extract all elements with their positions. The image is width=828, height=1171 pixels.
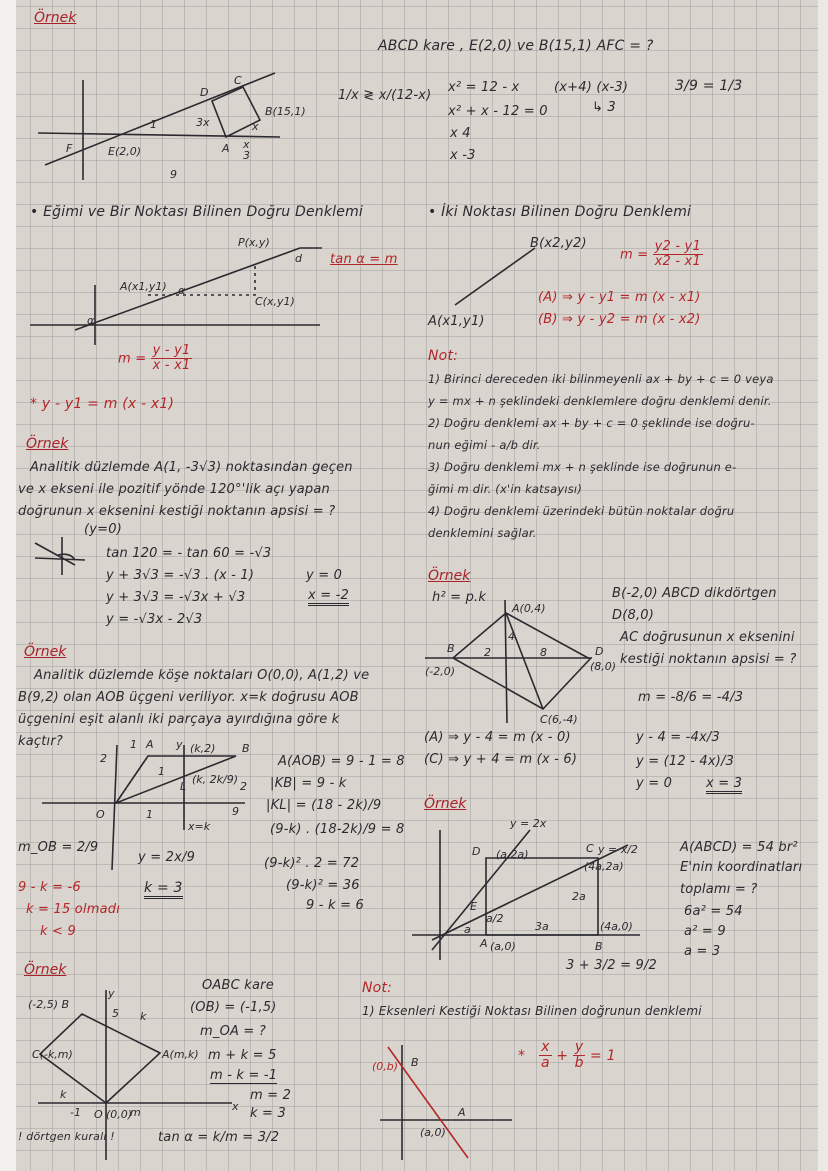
ex1-calc: x² = 12 - x: [448, 80, 520, 95]
svg-text:O: O: [94, 1108, 103, 1121]
svg-text:2a: 2a: [572, 890, 586, 903]
ex4-side: 9 - k = -6: [18, 880, 81, 895]
svg-text:m: m: [130, 1106, 141, 1119]
svg-text:(k,2): (k,2): [190, 742, 216, 755]
note-intercept-line: 1) Eksenleri Kestiği Noktası Bilinen doğrunun denklemi: [362, 1004, 702, 1018]
ex5-text: a² = 9: [684, 924, 726, 939]
ex2-problem-line: ve x ekseni ile pozitif yönde 120°'lik açı yapan: [18, 482, 330, 497]
ex2-step: y + 3√3 = -√3x + √3: [106, 590, 246, 605]
note-line: ğimi m dir. (x'in katsayısı): [428, 482, 583, 496]
ex1-answer: 3/9 = 1/3: [675, 78, 743, 94]
example-heading: Örnek: [24, 644, 67, 660]
svg-text:A: A: [480, 937, 488, 950]
slope-numerator: y - y1: [152, 343, 191, 358]
ex2-side: y = 0: [306, 568, 343, 583]
ex1-calc: x -3: [450, 148, 476, 163]
ex3-slope: m = -8/6 = -4/3: [638, 690, 744, 705]
svg-text:(4a,2a): (4a,2a): [584, 860, 624, 873]
note-line: 4) Doğru denklemi üzerindeki bütün noktalar doğru: [428, 504, 735, 518]
svg-text:9: 9: [232, 805, 239, 818]
ex4-calc: |KL| = (18 - 2k)/9: [266, 798, 382, 813]
svg-text:B(15,1): B(15,1): [265, 105, 306, 118]
svg-text:(-2,0): (-2,0): [425, 665, 456, 678]
svg-text:x: x: [252, 120, 259, 133]
example-heading: Örnek: [26, 436, 69, 452]
svg-text:A(x1,y1): A(x1,y1): [120, 280, 167, 293]
formula-y: y: [574, 1039, 584, 1055]
ex4-problem-line: kaçtır?: [18, 734, 63, 749]
ex3-eq: (C) ⇒ y + 4 = m (x - 6): [424, 752, 578, 767]
svg-text:(0,b): (0,b): [372, 1060, 399, 1073]
ex3-given: h² = p.k: [432, 590, 487, 605]
ex1-factor: (x+4) (x-3): [554, 80, 629, 95]
tan-formula: tan α = m: [330, 252, 398, 267]
ex3-result: y - 4 = -4x/3: [636, 730, 720, 745]
ex4-problem-line: Analitik düzlemde köşe noktaları O(0,0), A(1,2) ve: [34, 668, 370, 683]
ex4-calc: 9 - k = 6: [306, 898, 364, 913]
svg-text:E(2,0): E(2,0): [108, 145, 142, 158]
svg-text:y = x/2: y = x/2: [598, 843, 638, 856]
ex3-result: y = 0: [636, 776, 673, 791]
svg-text:C: C: [586, 842, 594, 855]
intercept-formula: * $\frac{x}{a}$ + $\frac{y}{b}$ = 1: [518, 1039, 616, 1072]
ex6-tan: tan α = k/m = 3/2: [158, 1130, 280, 1145]
svg-text:α: α: [87, 314, 95, 327]
point-b-label: B(x2,y2): [530, 236, 587, 251]
svg-text:(a,2a): (a,2a): [496, 848, 529, 861]
svg-text:D: D: [472, 845, 481, 858]
svg-text:2: 2: [484, 646, 491, 659]
ex1-proportion: 1/x ≷ x/(12-x): [338, 88, 432, 103]
ex6-text: m_OA = ?: [200, 1024, 266, 1039]
ex2-problem-line: doğrunun x eksenini kestiği noktanın apsisi = ?: [18, 504, 336, 519]
svg-text:A(m,k): A(m,k): [162, 1048, 199, 1061]
svg-text:a/2: a/2: [486, 912, 504, 925]
svg-text:3a: 3a: [535, 920, 549, 933]
ex6-text: k = 3: [250, 1106, 286, 1121]
ex6-text: OABC kare: [202, 978, 274, 993]
ex3-result: y = (12 - 4x)/3: [636, 754, 735, 769]
formula-equals: = 1: [590, 1047, 616, 1064]
svg-text:(a,0): (a,0): [420, 1126, 446, 1139]
formula-x: x: [541, 1039, 550, 1055]
ex4-side: k = 15 olmadı: [26, 902, 121, 917]
slope-denominator: x - x1: [152, 358, 191, 374]
svg-text:(8,0): (8,0): [590, 660, 617, 673]
svg-text:(4a,0): (4a,0): [600, 920, 633, 933]
ex4-calc: A(AOB) = 9 - 1 = 8: [278, 754, 405, 769]
ex6-text: m - k = -1: [210, 1068, 278, 1083]
svg-text:3: 3: [243, 149, 250, 162]
svg-text:(k, 2k/9): (k, 2k/9): [192, 773, 239, 786]
slope-numerator: y2 - y1: [654, 239, 701, 254]
ex4-slope: m_OB = 2/9: [18, 840, 99, 855]
svg-text:O: O: [96, 808, 105, 821]
ex2-problem-line: Analitik düzlemde A(1, -3√3) noktasından geçen: [30, 460, 353, 475]
example-heading: Örnek: [424, 796, 467, 812]
svg-text:B: B: [411, 1056, 419, 1069]
ex1-calc: x 4: [450, 126, 471, 141]
section-title-point-slope: • Eğimi ve Bir Noktası Bilinen Doğru Denklemi: [30, 204, 364, 220]
ex5-text: a = 3: [684, 944, 721, 959]
svg-text:P(x,y): P(x,y): [238, 236, 270, 249]
svg-text:x=k: x=k: [188, 820, 211, 833]
svg-text:k: k: [60, 1088, 67, 1101]
ex3-given: AC doğrusunun x eksenini: [620, 630, 795, 645]
svg-text:-1: -1: [70, 1106, 81, 1119]
svg-text:α: α: [178, 284, 186, 297]
ex3-given: B(-2,0) ABCD dikdörtgen: [612, 586, 777, 601]
svg-text:(a,0): (a,0): [490, 940, 516, 953]
note-line: denklemini sağlar.: [428, 526, 537, 540]
svg-text:D: D: [595, 645, 604, 658]
ex4-calc: (9-k) . (18-2k)/9 = 8: [270, 822, 405, 837]
svg-text:2: 2: [100, 752, 107, 765]
svg-text:x: x: [232, 1100, 239, 1113]
ex5-text: E'nin koordinatları: [680, 860, 803, 875]
ex2-answer: x = -2: [308, 588, 349, 606]
svg-text:y: y: [176, 738, 183, 751]
ex4-calc: |KB| = 9 - k: [270, 776, 347, 791]
two-point-eq-b: (B) ⇒ y - y2 = m (x - x2): [538, 312, 701, 327]
ex6-rule-note: ! dörtgen kuralı !: [18, 1130, 115, 1143]
ex5-text: A(ABCD) = 54 br²: [680, 840, 798, 855]
ex1-root: ↳ 3: [592, 100, 616, 115]
svg-text:1: 1: [146, 808, 153, 821]
svg-text:(0,0): (0,0): [106, 1108, 133, 1121]
formula-a: a: [541, 1055, 550, 1072]
svg-text:4: 4: [508, 630, 515, 643]
ex2-step: y + 3√3 = -√3 . (x - 1): [106, 568, 255, 583]
example-heading: Örnek: [34, 10, 77, 26]
svg-text:A(0,4): A(0,4): [512, 602, 546, 615]
svg-text:a: a: [464, 923, 471, 936]
svg-text:A: A: [146, 738, 154, 751]
ex6-text: m = 2: [250, 1088, 292, 1103]
svg-text:y: y: [108, 987, 115, 1000]
ex1-calc: x² + x - 12 = 0: [448, 104, 548, 119]
svg-text:x: x: [243, 138, 250, 151]
ex3-answer: x = 3: [706, 776, 742, 794]
ex4-line-eq: y = 2x/9: [138, 850, 196, 865]
svg-text:1: 1: [130, 738, 137, 751]
svg-text:C(x,y1): C(x,y1): [255, 295, 295, 308]
svg-text:5: 5: [112, 1007, 119, 1020]
svg-text:E: E: [470, 900, 477, 913]
ex3-given: kestiği noktanın apsisi = ?: [620, 652, 797, 667]
ex4-problem-line: üçgenini eşit alanlı iki parçaya ayırdığına göre k: [18, 712, 340, 727]
ex6-text: (OB) = (-1,5): [190, 1000, 277, 1015]
two-point-eq-a: (A) ⇒ y - y1 = m (x - x1): [538, 290, 701, 305]
svg-text:F: F: [66, 142, 73, 155]
ex3-eq: (A) ⇒ y - 4 = m (x - 0): [424, 730, 571, 745]
ex2-step: y = -√3x - 2√3: [106, 612, 203, 627]
svg-text:3x: 3x: [196, 116, 210, 129]
note-line: nun eğimi - a/b dir.: [428, 438, 541, 452]
svg-text:C(-k,m): C(-k,m): [32, 1048, 73, 1061]
star-icon: *: [518, 1047, 526, 1064]
ex5-text: toplamı = ?: [680, 882, 758, 897]
svg-text:k: k: [140, 1010, 147, 1023]
svg-text:9: 9: [170, 168, 177, 181]
svg-text:L: L: [180, 780, 187, 793]
svg-text:A: A: [222, 142, 230, 155]
ex4-side: k < 9: [40, 924, 76, 939]
ex1-problem: ABCD kare , E(2,0) ve B(15,1) AFC = ?: [378, 38, 654, 54]
slope-lhs: m =: [118, 351, 147, 367]
ex5-text: 6a² = 54: [684, 904, 743, 919]
svg-text:d: d: [295, 252, 302, 265]
ex3-given: D(8,0): [612, 608, 655, 623]
svg-text:(-2,5) B: (-2,5) B: [28, 998, 70, 1011]
ex5-result: 3 + 3/2 = 9/2: [566, 958, 658, 973]
formula-b: b: [574, 1055, 584, 1072]
section-title-two-point: • İki Noktası Bilinen Doğru Denklemi: [428, 204, 692, 220]
ex6-text: m + k = 5: [208, 1048, 277, 1063]
svg-text:y = 2x: y = 2x: [510, 817, 547, 830]
svg-text:2: 2: [240, 780, 247, 793]
ex2-hint: (y=0): [84, 522, 123, 537]
example-heading: Örnek: [24, 962, 67, 978]
svg-text:1: 1: [150, 118, 157, 131]
note-line: 3) Doğru denklemi mx + n şeklinde ise doğrunun e-: [428, 460, 737, 474]
ex4-problem-line: B(9,2) olan AOB üçgeni veriliyor. x=k doğrusu AOB: [18, 690, 359, 705]
note-line: 1) Birinci dereceden iki bilinmeyenli ax + by + c = 0 veya: [428, 372, 774, 386]
svg-text:B: B: [595, 940, 603, 953]
note-line: 2) Doğru denklemi ax + by + c = 0 şeklinde ise doğru-: [428, 416, 755, 430]
svg-text:C: C: [234, 74, 242, 87]
svg-text:8: 8: [540, 646, 547, 659]
ex4-calc: (9-k)² = 36: [286, 878, 360, 893]
point-slope-formula: * y - y1 = m (x - x1): [30, 396, 175, 412]
point-a-label: A(x1,y1): [428, 314, 485, 329]
svg-text:A: A: [458, 1106, 466, 1119]
note-heading: Not:: [362, 980, 393, 996]
note-line: y = mx + n şeklindeki denklemlere doğru denklemi denir.: [428, 394, 772, 408]
slope-denominator: x2 - x1: [654, 254, 701, 270]
svg-text:B: B: [447, 642, 455, 655]
ex2-step: tan 120 = - tan 60 = -√3: [106, 546, 272, 561]
ex4-calc: (9-k)² . 2 = 72: [264, 856, 360, 871]
ex4-answer: k = 3: [144, 880, 183, 899]
slope-lhs: m =: [620, 247, 649, 263]
svg-text:B: B: [242, 742, 250, 755]
example-heading: Örnek: [428, 568, 471, 584]
ex1-label-d: D: [200, 86, 209, 99]
note-heading: Not:: [428, 348, 459, 364]
svg-text:C(6,-4): C(6,-4): [540, 713, 578, 726]
svg-text:1: 1: [158, 765, 165, 778]
